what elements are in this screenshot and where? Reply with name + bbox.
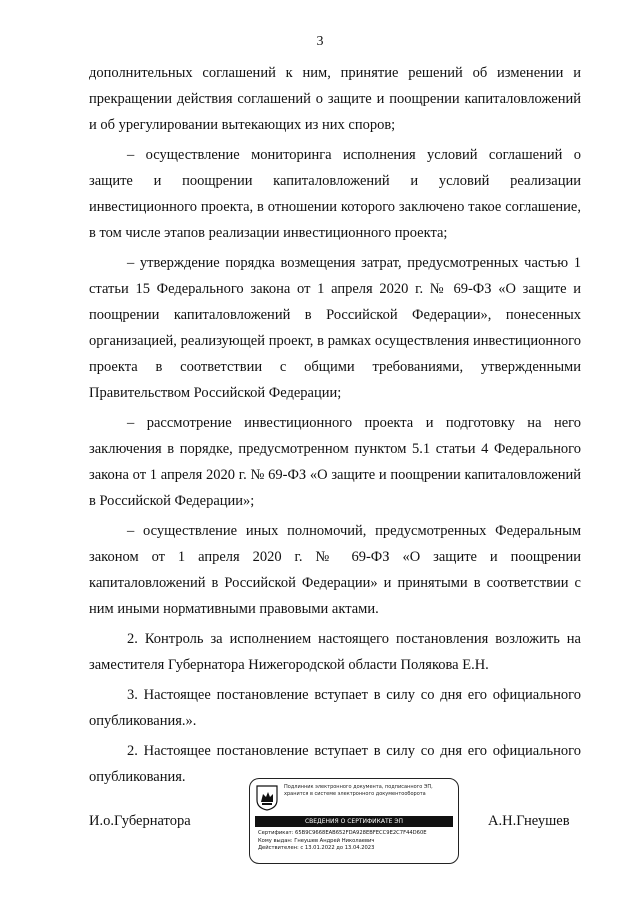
paragraph-project-review: – рассмотрение инвестиционного проекта и подготовку на него заключения в порядке, предусмотренном пунктом 5.1 статьи 4 Федерального закона от 1 апреля 2020 г. № 69-ФЗ «О защите и поощрении капиталовложений в Российской Федерации»; [89, 415, 581, 509]
stamp-header: СВЕДЕНИЯ О СЕРТИФИКАТЕ ЭП [255, 816, 453, 827]
paragraph-entry-into-force-inner: 3. Настоящее постановление вступает в силу со дня его официального опубликования.». [89, 687, 581, 729]
signatory-position: И.о.Губернатора [89, 813, 191, 829]
paragraph-entry-into-force: 2. Настоящее постановление вступает в силу со дня его официального опубликования. [89, 743, 581, 785]
paragraph-continuation: дополнительных соглашений к ним, принятие решений об изменении и прекращении действия соглашений о защите и поощрении капиталовложений и об урегулировании вытекающих из них споров; [89, 65, 581, 133]
page-number: 3 [316, 34, 324, 49]
stamp-validity: Действителен: с 13.01.2022 до 13.04.2023 [258, 845, 375, 851]
electronic-signature-stamp [249, 778, 459, 864]
paragraph-cost-reimbursement: – утверждение порядка возмещения затрат, предусмотренных частью 1 статьи 15 Федерального закона от 1 апреля 2020 г. № 69-ФЗ «О защите и поощрении капиталовложений в Российской Федерации», понесенных организацией, реализующей проект, в рамках осуществления инвестиционного проекта в соответствии с общими требованиями, утвержденными Правительством Российской Федерации; [89, 255, 581, 401]
signatory-name: А.Н.Гнеушев [488, 813, 570, 829]
paragraph-monitoring: – осуществление мониторинга исполнения условий соглашений о защите и поощрении капиталовложений и условий реализации инвестиционного проекта, в отношении которого заключено такое соглашение, в том числе этапов реализации инвестиционного проекта; [89, 147, 581, 241]
stamp-owner: Кому выдан: Гнеушев Андрей Николаевич [258, 837, 375, 844]
paragraph-control: 2. Контроль за исполнением настоящего постановления возложить на заместителя Губернатора Нижегородской области Полякова Е.Н. [89, 631, 581, 673]
coat-of-arms-icon [256, 785, 278, 811]
stamp-note: Подлинник электронного документа, подписанного ЭП, хранится в системе электронного документооборота [284, 784, 433, 797]
stamp-certificate: Сертификат: 65B9C9668EAB652FDA928EBFECC9E2C7F44D60E [258, 830, 427, 836]
document-body [89, 60, 581, 794]
paragraph-other-powers: – осуществление иных полномочий, предусмотренных Федеральным законом от 1 апреля 2020 г. № 69-ФЗ «О защите и поощрении капиталовложений в Российской Федерации» и принятыми в соответствии с ним иными нормативными правовыми актами. [89, 523, 581, 617]
stamp-details [258, 830, 454, 853]
